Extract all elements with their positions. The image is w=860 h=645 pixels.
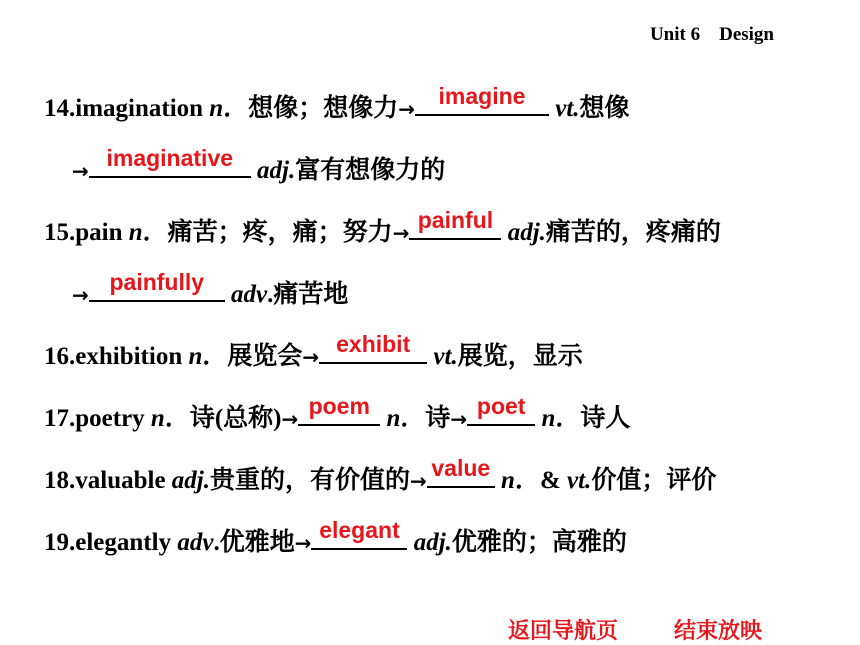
arrow-icon: → <box>72 159 89 183</box>
part-of-speech: n <box>128 219 143 246</box>
answer-blank <box>311 517 407 550</box>
part-of-speech: n <box>150 405 165 432</box>
arrow-icon: → <box>72 283 89 307</box>
answer-blank <box>427 455 495 488</box>
answer-blank <box>89 269 225 302</box>
part-of-speech: vt. <box>433 343 458 370</box>
answer-blank <box>409 207 501 240</box>
item-number: 14. <box>44 95 76 122</box>
definition: 贵重的，有价值的 <box>210 467 411 494</box>
definition: ．痛苦；疼，痛；努力 <box>142 219 393 246</box>
vocab-word: poetry <box>75 405 145 432</box>
arrow-icon: → <box>450 407 468 431</box>
answer-text: imaginative <box>106 145 234 171</box>
vocab-word: imagination <box>75 95 204 122</box>
definition: 富有想像力的 <box>295 157 446 184</box>
back-to-nav-link[interactable]: 返回导航页 <box>508 619 619 644</box>
vocab-word: pain <box>75 219 123 246</box>
definition: 价值；评价 <box>591 467 717 494</box>
definition: 展览，显示 <box>457 343 583 370</box>
arrow-icon: → <box>398 97 415 121</box>
item-number: 17. <box>44 405 76 432</box>
item-number: 19. <box>44 529 76 556</box>
part-of-speech: n <box>501 467 515 494</box>
arrow-icon: → <box>281 407 299 431</box>
definition: .痛苦地 <box>267 281 349 308</box>
definition: ．诗 <box>400 405 451 432</box>
part-of-speech: n <box>188 343 203 370</box>
part-of-speech: n <box>209 95 224 122</box>
vocab-item-16 <box>44 331 583 370</box>
answer-text: exhibit <box>336 331 411 357</box>
part-of-speech: vt. <box>567 467 592 494</box>
answer-text: poem <box>308 393 370 419</box>
answer-blank <box>467 393 535 426</box>
part-of-speech: adj. <box>507 219 546 246</box>
answer-text: painfully <box>109 269 205 295</box>
definition: ．想像；想像力 <box>223 95 399 122</box>
item-number: 18. <box>44 467 76 494</box>
vocab-item-14-cont <box>72 145 446 184</box>
definition: .优雅地 <box>213 529 295 556</box>
answer-blank <box>319 331 427 364</box>
vocab-word: exhibition <box>75 343 183 370</box>
answer-text: imagine <box>438 83 526 109</box>
end-show-link[interactable]: 结束放映 <box>674 619 763 644</box>
vocab-item-15 <box>44 207 721 246</box>
part-of-speech: adj. <box>257 157 296 184</box>
definition: ．展览会 <box>202 343 303 370</box>
part-of-speech: adj. <box>171 467 210 494</box>
answer-blank <box>298 393 380 426</box>
part-of-speech: n <box>386 405 401 432</box>
answer-text: painful <box>417 207 494 233</box>
definition: 想像 <box>579 95 630 122</box>
answer-text: elegant <box>319 517 400 543</box>
arrow-icon: → <box>410 469 427 493</box>
definition: ．诗人 <box>555 405 631 432</box>
topic-label: Design <box>719 24 774 45</box>
vocab-item-14 <box>44 83 630 122</box>
vocab-item-19 <box>44 517 627 556</box>
part-of-speech: adv <box>177 529 214 556</box>
vocab-word: elegantly <box>75 529 172 556</box>
part-of-speech: vt. <box>555 95 580 122</box>
vocab-item-18 <box>44 455 717 494</box>
definition: 痛苦的，疼痛的 <box>545 219 721 246</box>
part-of-speech: adj. <box>413 529 452 556</box>
answer-blank <box>415 83 549 116</box>
answer-text: value <box>431 455 491 481</box>
vocab-item-17 <box>44 393 631 432</box>
part-of-speech: adv <box>231 281 268 308</box>
unit-label: Unit 6 <box>649 24 701 45</box>
part-of-speech: n <box>541 405 556 432</box>
definition: ．诗(总称) <box>164 405 282 432</box>
answer-blank <box>89 145 251 178</box>
definition: 优雅的；高雅的 <box>451 529 627 556</box>
answer-text: poet <box>476 393 526 419</box>
definition: ．& <box>514 467 568 494</box>
arrow-icon: → <box>302 345 320 369</box>
arrow-icon: → <box>392 221 410 245</box>
unit-header <box>650 24 774 46</box>
vocab-word: valuable <box>75 467 166 494</box>
item-number: 15. <box>44 219 76 246</box>
item-number: 16. <box>44 343 76 370</box>
arrow-icon: → <box>294 531 312 555</box>
vocab-item-15-cont <box>72 269 349 308</box>
